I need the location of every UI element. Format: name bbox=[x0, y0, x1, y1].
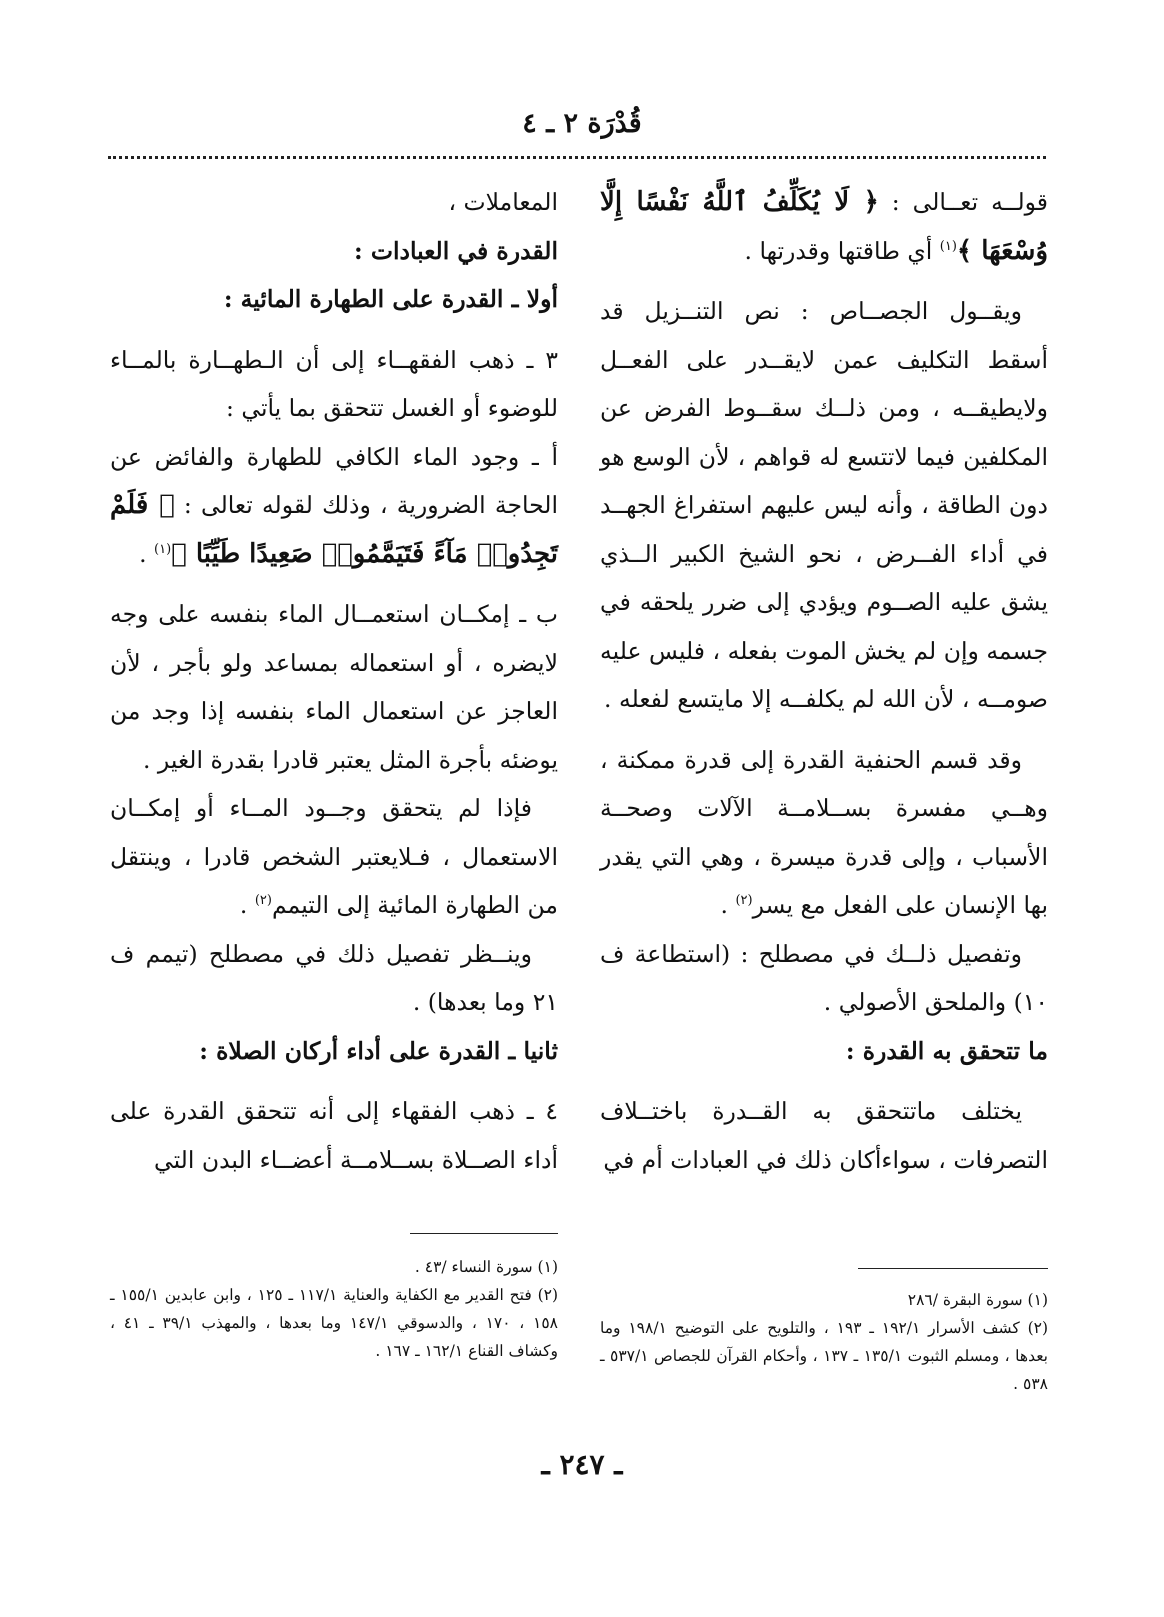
footnote-ref: (٢) bbox=[735, 893, 753, 909]
right-paragraph-2: ويقــول الجصــاص : نص التنــزيل قد أسقط التكليف عمن لايقــدر على الفعــل ولايطيقــه ، ومن ذلــك سقــوط الفرض عن المكلفين فيما لاتتسع له قواهم ، لأن الوسع هو دون الطاقة ، وأنه ليس عليهم استفراغ الجهــد في أداء الفــرض ، نحو الشيخ الكبير الــذي يشق عليه الصــوم ويؤدي إلى ضرر يلحقه في جسمه وإن لم يخش الموت بفعله ، فليس عليه صومــه ، لأن الله لم يكلفــه إلا مايتسع لفعله . bbox=[600, 297, 1048, 713]
footnote-ref: (١) bbox=[939, 238, 957, 254]
paragraph-text: فإذا لم يتحقق وجــود المــاء أو إمكــان الاستعمال ، فـلايعتبر الشخص قادرا ، وينتقل من الطهارة المائية إلى التيمم bbox=[110, 794, 558, 919]
paragraph-text-end: . bbox=[239, 891, 255, 919]
paragraph-text: وقد قسم الحنفية القدرة إلى قدرة ممكنة ، وهــي مفسرة بســلامــة الآلات وصحــة الأسباب ، وإلى قدرة ميسرة ، وهي التي يقدر بها الإنسان على الفعل مع يسر bbox=[600, 745, 1048, 919]
right-paragraph-5: يختلف ماتتحقق به القــدرة باختــلاف التصرفات ، سواءأكان ذلك في العبادات أم في bbox=[600, 1097, 1048, 1174]
right-paragraph-3 bbox=[600, 736, 1048, 930]
header-dotted-rule bbox=[108, 156, 1046, 159]
page-number: ـ ٢٤٧ ـ bbox=[541, 1448, 623, 1481]
quran-verse: ﴿ لَا يُكَلِّفُ ٱللَّهُ نَفْسًا إِلَّا وُسْعَهَا ﴾ bbox=[600, 187, 1048, 266]
verse-explanation: أي طاقتها وقدرتها . bbox=[744, 236, 940, 265]
left-footnotes bbox=[110, 1253, 558, 1365]
footnote: (٢) كشف الأسرار ١٩٢/١ ـ ١٩٣ ، والتلويح على التوضيح ١٩٨/١ وما بعدها ، ومسلم الثبوت ١٣٥/١ ـ ١٣٧ ، وأحكام القرآن للجصاص ٥٣٧/١ ـ ٥٣٨ . bbox=[600, 1319, 1049, 1393]
quran-verse: ﴿ فَلَمْ تَجِدُوا۟ مَآءً فَتَيَمَّمُوا۟ صَعِيدًا طَيِّبًا ﴾ bbox=[110, 490, 558, 569]
left-paragraph-2: ٣ ـ ذهب الفقهــاء إلى أن الـطهــارة بالمــاء للوضوء أو الغسل تتحقق بما يأتي : bbox=[110, 345, 558, 422]
paragraph-text-end: . bbox=[139, 539, 155, 568]
left-paragraph-7: ٤ ـ ذهب الفقهاء إلى أنه تتحقق القدرة على أداء الصــلاة بســلامــة أعضــاء البدن التي bbox=[110, 1097, 558, 1174]
right-footnotes bbox=[600, 1286, 1048, 1398]
left-paragraph-1: المعاملات ، bbox=[448, 188, 558, 216]
footnote-ref: (٢) bbox=[254, 893, 272, 909]
footnote-ref: (١) bbox=[154, 541, 172, 557]
subsection-heading: أولا ـ القدرة على الطهارة المائية : bbox=[223, 285, 558, 313]
left-paragraph-6: وينــظر تفصيل ذلك في مصطلح (تيمم ف ٢١ وما بعدها) . bbox=[110, 939, 558, 1016]
footnote: (١) سورة النساء /٤٣ . bbox=[414, 1258, 558, 1276]
left-column bbox=[110, 178, 558, 1184]
footnote: (٢) فتح القدير مع الكفاية والعناية ١١٧/١ ـ ١٢٥ ، وابن عابدين ١٥٥/١ ـ ١٥٨ ، ١٧٠ ، والدسوقي ١٤٧/١ وما بعدها ، والمهذب ٣٩/١ ـ ٤١ ، وكشاف القناع ١٦٢/١ ـ ١٦٧ . bbox=[110, 1286, 559, 1360]
right-paragraph-4: وتفصيل ذلــك في مصطلح : (استطاعة ف ١٠) والملحق الأصولي . bbox=[600, 939, 1048, 1016]
section-heading: القدرة في العبادات : bbox=[353, 236, 558, 265]
right-column bbox=[600, 178, 1048, 1184]
subsection-heading: ثانيا ـ القدرة على أداء أركان الصلاة : bbox=[199, 1036, 558, 1065]
left-paragraph-4: ب ـ إمكــان استعمــال الماء بنفسه على وجه لايضره ، أو استعماله بمساعد ولو بأجر ، لأن العاجز عن استعمال الماء بنفسه إذا وجد من يوضئه بأجرة المثل يعتبر قادرا بقدرة الغير . bbox=[110, 600, 558, 774]
footnote: (١) سورة البقرة /٢٨٦ bbox=[907, 1291, 1048, 1309]
page-header-title: قُدْرَة ٢ ـ ٤ bbox=[522, 108, 642, 139]
left-paragraph-5 bbox=[110, 784, 558, 930]
paragraph-text-end: . bbox=[720, 891, 736, 919]
footnote-separator bbox=[410, 1233, 558, 1234]
paragraph-text: أ ـ وجود الماء الكافي للطهارة والفائض عن الحاجة الضرورية ، وذلك لقوله تعالى : bbox=[110, 442, 558, 519]
verse-intro: قولــه تعــالى : bbox=[878, 188, 1048, 216]
section-heading: ما تتحقق به القدرة : bbox=[845, 1036, 1048, 1065]
footnote-separator bbox=[858, 1268, 1048, 1269]
left-paragraph-3 bbox=[110, 433, 558, 579]
right-paragraph-1 bbox=[600, 178, 1048, 275]
